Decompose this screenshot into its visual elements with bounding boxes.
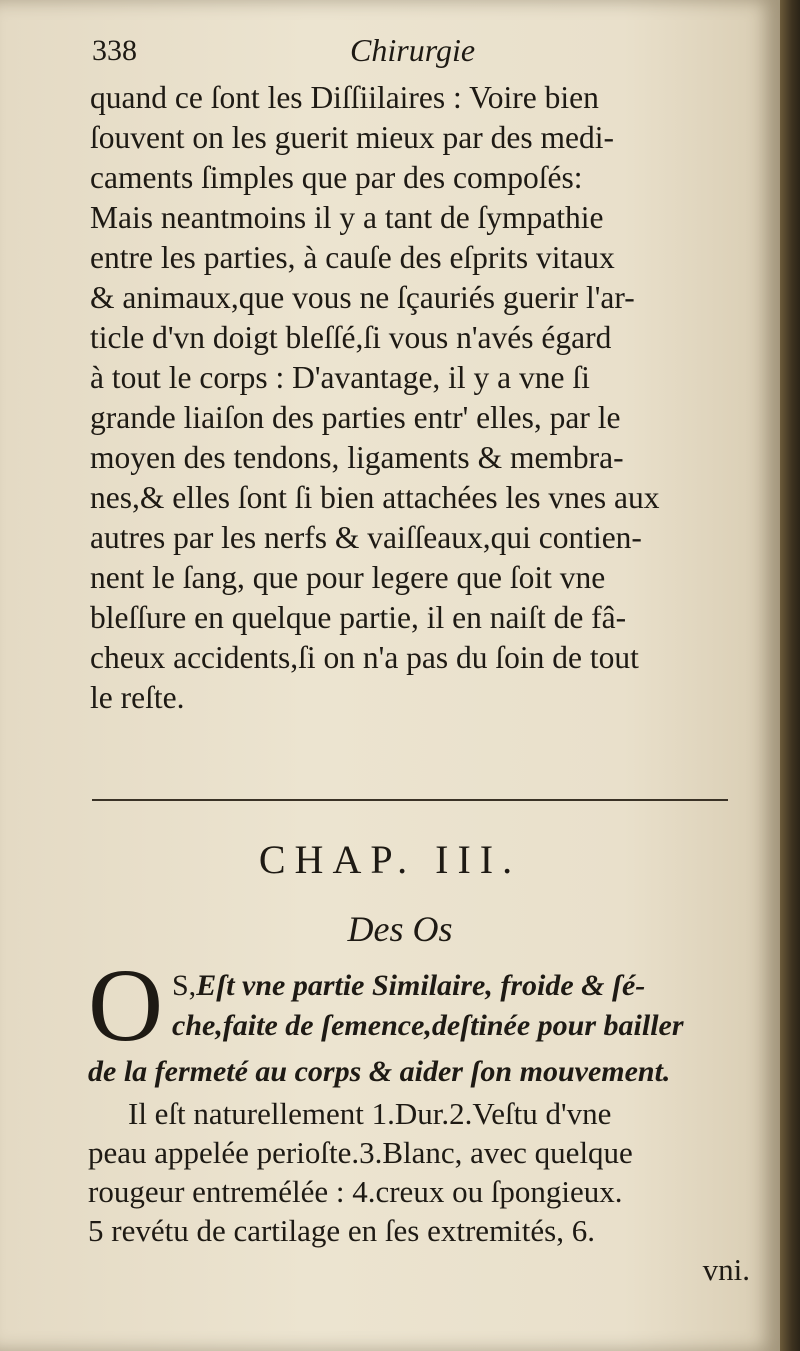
definition-lead: S, xyxy=(172,969,197,1002)
page-header xyxy=(92,32,752,82)
running-title: Chirurgie xyxy=(350,32,476,68)
text-line: autres par les nerfs & vaiſſeaux,qui contien- xyxy=(90,520,642,555)
paragraph-properties xyxy=(88,1094,768,1289)
page-number: 338 xyxy=(92,34,137,67)
text-line: ticle d'vn doigt bleſſé,ſi vous n'avés égard xyxy=(90,320,612,355)
text-line: cheux accidents,ſi on n'a pas du ſoin de tout xyxy=(90,640,639,675)
definition-line: de la fermeté au corps & aider ſon mouvement. xyxy=(88,1055,671,1088)
text-line: nes,& elles ſont ſi bien attachées les vnes aux xyxy=(90,480,660,515)
paragraph-continued xyxy=(90,78,770,718)
book-spine-edge xyxy=(780,0,800,1351)
text-line: vni. xyxy=(702,1252,750,1287)
chapter-title: Des Os xyxy=(347,909,453,949)
text-line: caments ſimples que par des compoſés: xyxy=(90,160,583,195)
text-line: le reſte. xyxy=(90,680,185,715)
text-line: nent le ſang, que pour legere que ſoit vne xyxy=(90,560,606,595)
text-line: moyen des tendons, ligaments & membra- xyxy=(90,440,624,475)
definition-line xyxy=(172,966,772,1006)
definition-line: che,faite de ſemence,deſtinée pour bailler xyxy=(172,1009,684,1042)
text-line: ſouvent on les guerit mieux par des medi- xyxy=(90,120,614,155)
text-line: grande liaiſon des parties entr' elles, par le xyxy=(90,400,621,435)
text-line: peau appelée perioſte.3.Blanc, avec quelque xyxy=(88,1135,633,1170)
text-line: Mais neantmoins il y a tant de ſympathie xyxy=(90,200,604,235)
text-line: à tout le corps : D'avantage, il y a vne ſi xyxy=(90,360,590,395)
text-line: 5 revétu de cartilage en ſes extremités, 6. xyxy=(88,1213,595,1248)
text-line: entre les parties, à cauſe des eſprits vitaux xyxy=(90,240,615,275)
section-divider xyxy=(92,799,728,801)
text-line: quand ce ſont les Diſſiilaires : Voire bien xyxy=(90,80,599,115)
definition-text: Eſt vne partie Similaire, froide & ſé- xyxy=(196,969,646,1002)
chapter-heading: CHAP. III. xyxy=(258,837,522,882)
text-line: rougeur entremélée : 4.creux ou ſpongieux. xyxy=(88,1174,623,1209)
text-line: & animaux,que vous ne ſçauriés guerir l'ar- xyxy=(90,280,635,315)
text-line: bleſſure en quelque partie, il en naiſt de fâ- xyxy=(90,600,627,635)
drop-cap: O xyxy=(88,948,164,1063)
text-line: Il eſt naturellement 1.Dur.2.Veſtu d'vne xyxy=(128,1096,612,1131)
